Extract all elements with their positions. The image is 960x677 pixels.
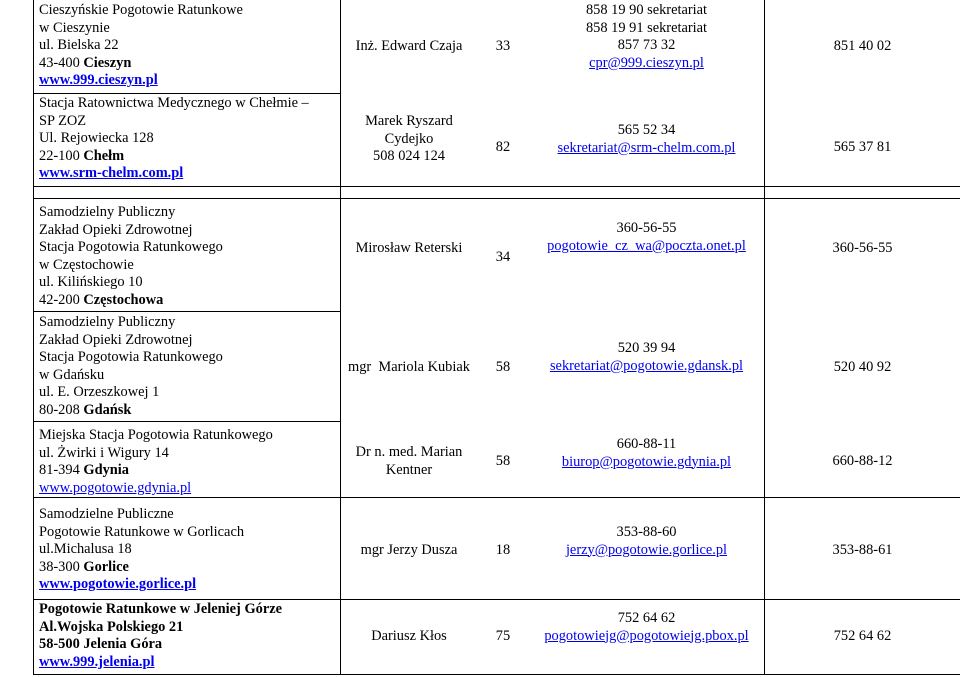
fax-number: 520 40 92: [833, 359, 892, 375]
director-name: Marek Ryszard: [365, 113, 453, 129]
fax-number: 360-56-55: [832, 240, 893, 256]
institution-street: ul. Żwirki i Wigury 14: [39, 444, 169, 461]
institution-name: Samodzielne Publiczne: [39, 506, 174, 522]
institution-cell: [39, 314, 339, 420]
institution-city: Chełm: [83, 147, 125, 164]
institution-postal: 38-300 Gorlice: [39, 558, 129, 575]
fax-cell: [765, 453, 960, 471]
director-cell: [340, 444, 478, 479]
count-cell: [478, 542, 528, 560]
institution-street: ul. Bielska 22: [39, 37, 119, 54]
institution-cell: [39, 601, 339, 671]
institution-name: w Częstochowie: [39, 256, 134, 273]
phone-number: 360-56-55: [616, 220, 677, 236]
count-value: 75: [495, 628, 511, 644]
institution-postal: 81-394 Gdynia: [39, 462, 129, 479]
institution-cell: [39, 2, 339, 90]
contact-cell: [529, 436, 764, 471]
fax-number: 565 37 81: [833, 139, 892, 155]
count-cell: [478, 628, 528, 646]
phone-number: 520 39 94: [617, 340, 676, 356]
director-name: mgr Jerzy Dusza: [360, 542, 458, 558]
fax-number: 851 40 02: [833, 38, 892, 54]
director-cell: [340, 240, 478, 258]
institution-website-link[interactable]: www.999.cieszyn.pl: [39, 72, 158, 89]
phone-number: 565 52 34: [617, 122, 676, 138]
institution-name: Samodzielny Publiczny: [39, 204, 176, 220]
email-link[interactable]: pogotowie_cz_wa@poczta.onet.pl: [547, 237, 746, 254]
institution-cell: [39, 95, 339, 183]
institutions-table: [33, 0, 960, 677]
institution-website-link[interactable]: www.srm-chelm.com.pl: [39, 165, 184, 182]
column-separator: [340, 0, 341, 675]
email-link[interactable]: biurop@pogotowie.gdynia.pl: [561, 453, 732, 470]
count-cell: [478, 139, 528, 157]
phone-number: 858 19 90 sekretariat: [585, 2, 708, 18]
institution-postal: 22-100 Chełm: [39, 147, 125, 164]
institution-name: Stacja Pogotowia Ratunkowego: [39, 239, 223, 256]
institution-name: Samodzielny Publiczny: [39, 314, 176, 330]
institution-website-link[interactable]: www.pogotowie.gdynia.pl: [39, 479, 192, 496]
row-separator: [33, 186, 960, 187]
fax-cell: [765, 240, 960, 258]
director-name: mgr Mariola Kubiak: [348, 359, 470, 375]
institution-cell: [39, 204, 339, 310]
fax-cell: [765, 628, 960, 646]
institution-city: Gdańsk: [83, 401, 132, 418]
institution-name: Stacja Ratownictwa Medycznego w Chełmie –: [39, 95, 309, 111]
institution-street: ul. Kilińskiego 10: [39, 274, 143, 291]
count-cell: [478, 249, 528, 267]
institution-name: Zakład Opieki Zdrowotnej: [39, 221, 193, 238]
contact-cell: [529, 122, 764, 157]
row-separator: [33, 198, 960, 199]
column-separator: [33, 0, 34, 675]
director-name: Dariusz Kłos: [371, 628, 447, 644]
institution-postal: 58-500 Jelenia Góra: [39, 636, 163, 653]
cell-separator: [33, 311, 341, 312]
email-link[interactable]: cpr@999.cieszyn.pl: [589, 54, 704, 71]
count-value: 34: [495, 249, 511, 265]
institution-city: Cieszyn: [83, 54, 132, 71]
count-value: 58: [495, 453, 511, 469]
fax-cell: [765, 542, 960, 560]
institution-city: Gorlice: [83, 558, 129, 575]
count-value: 82: [495, 139, 511, 155]
institution-name: w Gdańsku: [39, 366, 105, 383]
director-cell: [340, 38, 478, 56]
director-name: Dr n. med. Marian: [355, 444, 463, 460]
director-name: Kentner: [385, 461, 433, 478]
institution-name: Cieszyńskie Pogotowie Ratunkowe: [39, 2, 243, 18]
phone-number: 353-88-60: [616, 524, 677, 540]
count-value: 33: [495, 38, 511, 54]
institution-name: Pogotowie Ratunkowe w Gorlicach: [39, 523, 245, 540]
institution-city: Częstochowa: [83, 291, 164, 308]
contact-cell: [529, 220, 764, 255]
institution-website-link[interactable]: www.999.jelenia.pl: [39, 653, 155, 670]
director-cell: [340, 359, 478, 377]
phone-number: 752 64 62: [617, 610, 676, 626]
institution-name: w Cieszynie: [39, 19, 110, 36]
institution-street: Ul. Rejowiecka 128: [39, 130, 154, 147]
phone-number: 660-88-11: [616, 436, 677, 452]
institution-name: SP ZOZ: [39, 112, 87, 129]
director-cell: [340, 542, 478, 560]
email-link[interactable]: sekretariat@srm-chelm.com.pl: [557, 139, 736, 156]
contact-cell: [529, 610, 764, 645]
institution-name: Miejska Stacja Pogotowia Ratunkowego: [39, 427, 273, 443]
director-name: Mirosław Reterski: [355, 240, 463, 256]
institution-name: Stacja Pogotowia Ratunkowego: [39, 349, 223, 366]
director-cell: [340, 628, 478, 646]
email-link[interactable]: sekretariat@pogotowie.gdansk.pl: [549, 357, 744, 374]
email-link[interactable]: pogotowiejg@pogotowiejg.pbox.pl: [544, 627, 749, 644]
row-separator: [33, 674, 960, 675]
phone-number: 858 19 91 sekretariat: [585, 19, 708, 36]
institution-name: Pogotowie Ratunkowe w Jeleniej Górze: [39, 601, 282, 617]
institution-street: ul. E. Orzeszkowej 1: [39, 384, 160, 401]
institution-name: Zakład Opieki Zdrowotnej: [39, 331, 193, 348]
institution-postal: 43-400 Cieszyn: [39, 54, 132, 71]
phone-number: 857 73 32: [617, 37, 676, 54]
count-cell: [478, 359, 528, 377]
cell-separator: [33, 93, 341, 94]
email-link[interactable]: jerzy@pogotowie.gorlice.pl: [565, 541, 728, 558]
count-value: 58: [495, 359, 511, 375]
director-cell: [340, 113, 478, 166]
institution-website-link[interactable]: www.pogotowie.gorlice.pl: [39, 576, 197, 593]
row-separator: [33, 599, 960, 600]
fax-cell: [765, 139, 960, 157]
fax-number: 752 64 62: [833, 628, 892, 644]
institution-postal: 80-208 Gdańsk: [39, 401, 132, 418]
institution-postal: 42-200 Częstochowa: [39, 291, 164, 308]
contact-cell: [529, 340, 764, 375]
column-separator: [764, 0, 765, 675]
fax-number: 353-88-61: [832, 542, 893, 558]
institution-cell: [39, 427, 339, 497]
contact-cell: [529, 524, 764, 559]
fax-cell: [765, 38, 960, 56]
director-phone: 508 024 124: [373, 148, 445, 165]
institution-city: Gdynia: [83, 462, 129, 479]
count-cell: [478, 453, 528, 471]
director-name: Inż. Edward Czaja: [355, 38, 463, 54]
count-cell: [478, 38, 528, 56]
fax-number: 660-88-12: [832, 453, 893, 469]
fax-cell: [765, 359, 960, 377]
cell-separator: [33, 421, 341, 422]
institution-cell: [39, 506, 339, 594]
director-name: Cydejko: [384, 130, 434, 147]
contact-cell: [529, 2, 764, 72]
institution-street: ul.Michalusa 18: [39, 541, 132, 558]
count-value: 18: [495, 542, 511, 558]
institution-street: Al.Wojska Polskiego 21: [39, 618, 184, 635]
